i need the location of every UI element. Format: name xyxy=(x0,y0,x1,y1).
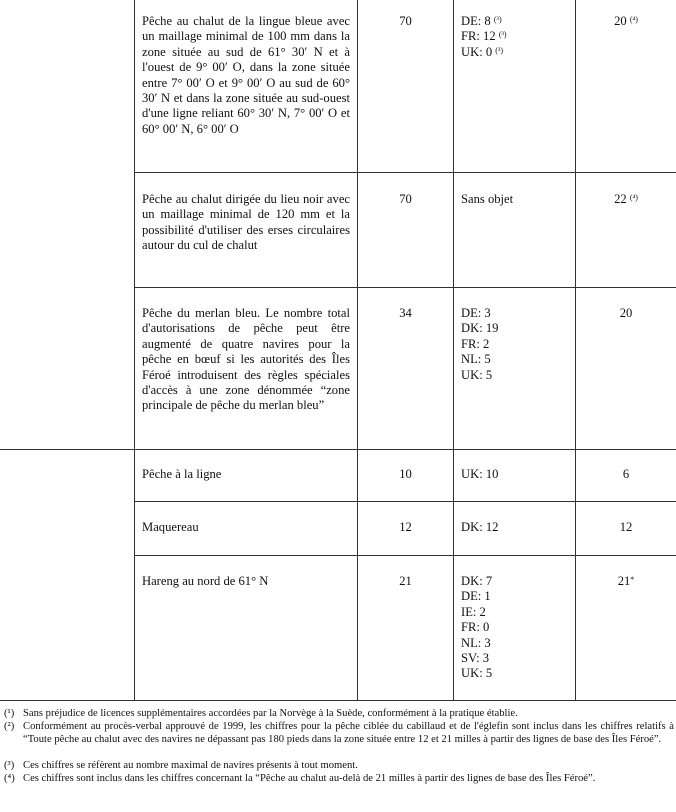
footnote xyxy=(4,708,674,721)
allocation-entry: FR: 12 $^{(^3)}$ xyxy=(461,29,507,44)
allocation-entry: DE: 1 xyxy=(461,589,491,604)
footnote-mark: (²) xyxy=(4,721,15,732)
allocation-entry: NL: 3 xyxy=(461,635,491,650)
allocation-entry: IE: 2 xyxy=(461,604,486,619)
row-max: 12 xyxy=(619,520,633,534)
row-description: Pêche du merlan bleu. Le nombre total d'autorisations de pêche peut être augmenté de quatre navires pour la pêche en bœuf si les autorités des Îles Féroé introduisent des règles spéciales d'accès à une zone dénommée “zone principale de pêche du merlan bleu” xyxy=(142,306,350,413)
footnote-mark: (¹) xyxy=(4,708,15,719)
table-bottom-border xyxy=(0,700,676,701)
allocation-entry: DE: 8 $^{(^3)}$ xyxy=(461,14,502,28)
row-total: 34 xyxy=(399,306,412,320)
allocation-entry: UK: 5 xyxy=(461,666,493,681)
row-max: 21* xyxy=(617,574,635,588)
allocation-entry: DK: 19 xyxy=(461,321,499,336)
footnote-text: Ces chiffres se réfèrent au nombre maximal de navires présents à tout moment. xyxy=(23,760,358,771)
allocation-entry: FR: 0 xyxy=(461,620,490,635)
allocation-entry: DK: 7 xyxy=(461,574,493,588)
allocation-entry: DK: 12 xyxy=(461,520,499,534)
row-total: 10 xyxy=(399,467,412,481)
row-description: Pêche au chalut dirigée du lieu noir avec un maillage minimal de 120 mm et la possibilité d'utiliser des erses circulaires autour du cul de chalut xyxy=(142,192,350,253)
allocation-entry: UK: 0 $^{(^3)}$ xyxy=(461,44,504,59)
row-description: Maquereau xyxy=(142,520,199,534)
column-divider-first xyxy=(134,0,135,700)
row-divider xyxy=(134,501,676,502)
row-max: 6 xyxy=(622,467,630,481)
allocation-entry: DE: 3 xyxy=(461,306,491,320)
row-description: Pêche au chalut de la lingue bleue avec un maillage minimal de 100 mm dans la zone située au sud de 61° 30′ N et à l'ouest de 9° 00′ O, dans la zone située entre 7° 00′ O et 9° 00′ O au sud de 60° 30′ N et dans la zone située au sud-ouest d'une ligne reliant 60° 30′ N, 7° 00′ O et 60° 00′ N, 6° 00′ O xyxy=(142,14,350,136)
allocation-entry: UK: 10 xyxy=(461,467,499,481)
row-description: Hareng au nord de 61° N xyxy=(142,574,269,588)
allocation-entry: NL: 5 xyxy=(461,352,491,367)
row-divider xyxy=(134,172,676,173)
row-allocation xyxy=(461,574,573,682)
row-allocation xyxy=(461,306,573,383)
allocation-entry: FR: 2 xyxy=(461,336,490,351)
row-divider xyxy=(134,287,676,288)
row-max: 20 xyxy=(619,306,633,320)
row-allocation xyxy=(461,467,573,482)
row-allocation xyxy=(461,14,573,60)
row-description: Pêche à la ligne xyxy=(142,467,222,481)
row-allocation xyxy=(461,520,573,535)
column-divider-second xyxy=(357,0,358,700)
footnote xyxy=(4,773,674,786)
footnote-text: Sans préjudice de licences supplémentaires accordées par la Norvège à la Suède, conformément à la pratique établie. xyxy=(23,708,518,719)
footnote xyxy=(4,760,674,773)
footnote-mark: (³) xyxy=(4,760,15,771)
footnote-mark: (⁴) xyxy=(4,773,15,784)
footnote-text: Conformément au procès-verbal approuvé de 1999, les chiffres pour la pêche ciblée du cabillaud et de l'églefin sont inclus dans les chiffres relatifs à “Toute pêche au chalut avec des navires ne dépassant pas 180 pieds dans la zone située entre 12 et 21 milles à partir des lignes de base des Îles Féroé”. xyxy=(23,721,674,745)
row-max: 20 $^{(^4)}$ xyxy=(614,14,638,28)
group-divider xyxy=(0,449,676,450)
allocation-entry: UK: 5 xyxy=(461,367,493,382)
row-divider xyxy=(134,555,676,556)
row-allocation xyxy=(461,192,573,207)
row-total: 70 xyxy=(399,14,412,28)
allocation-entry: SV: 3 xyxy=(461,651,490,666)
row-max: 22 $^{(^4)}$ xyxy=(614,192,638,206)
column-divider-fourth xyxy=(575,0,576,700)
row-total: 70 xyxy=(399,192,412,206)
row-total: 12 xyxy=(399,520,412,534)
allocation-entry: Sans objet xyxy=(461,192,514,206)
footnote xyxy=(4,721,674,746)
column-divider-third xyxy=(453,0,454,700)
footnote-text: Ces chiffres sont inclus dans les chiffres concernant la “Pêche au chalut au-delà de 21 milles à partir des lignes de base des Îles Féroé”. xyxy=(23,773,596,784)
row-total: 21 xyxy=(399,574,412,588)
